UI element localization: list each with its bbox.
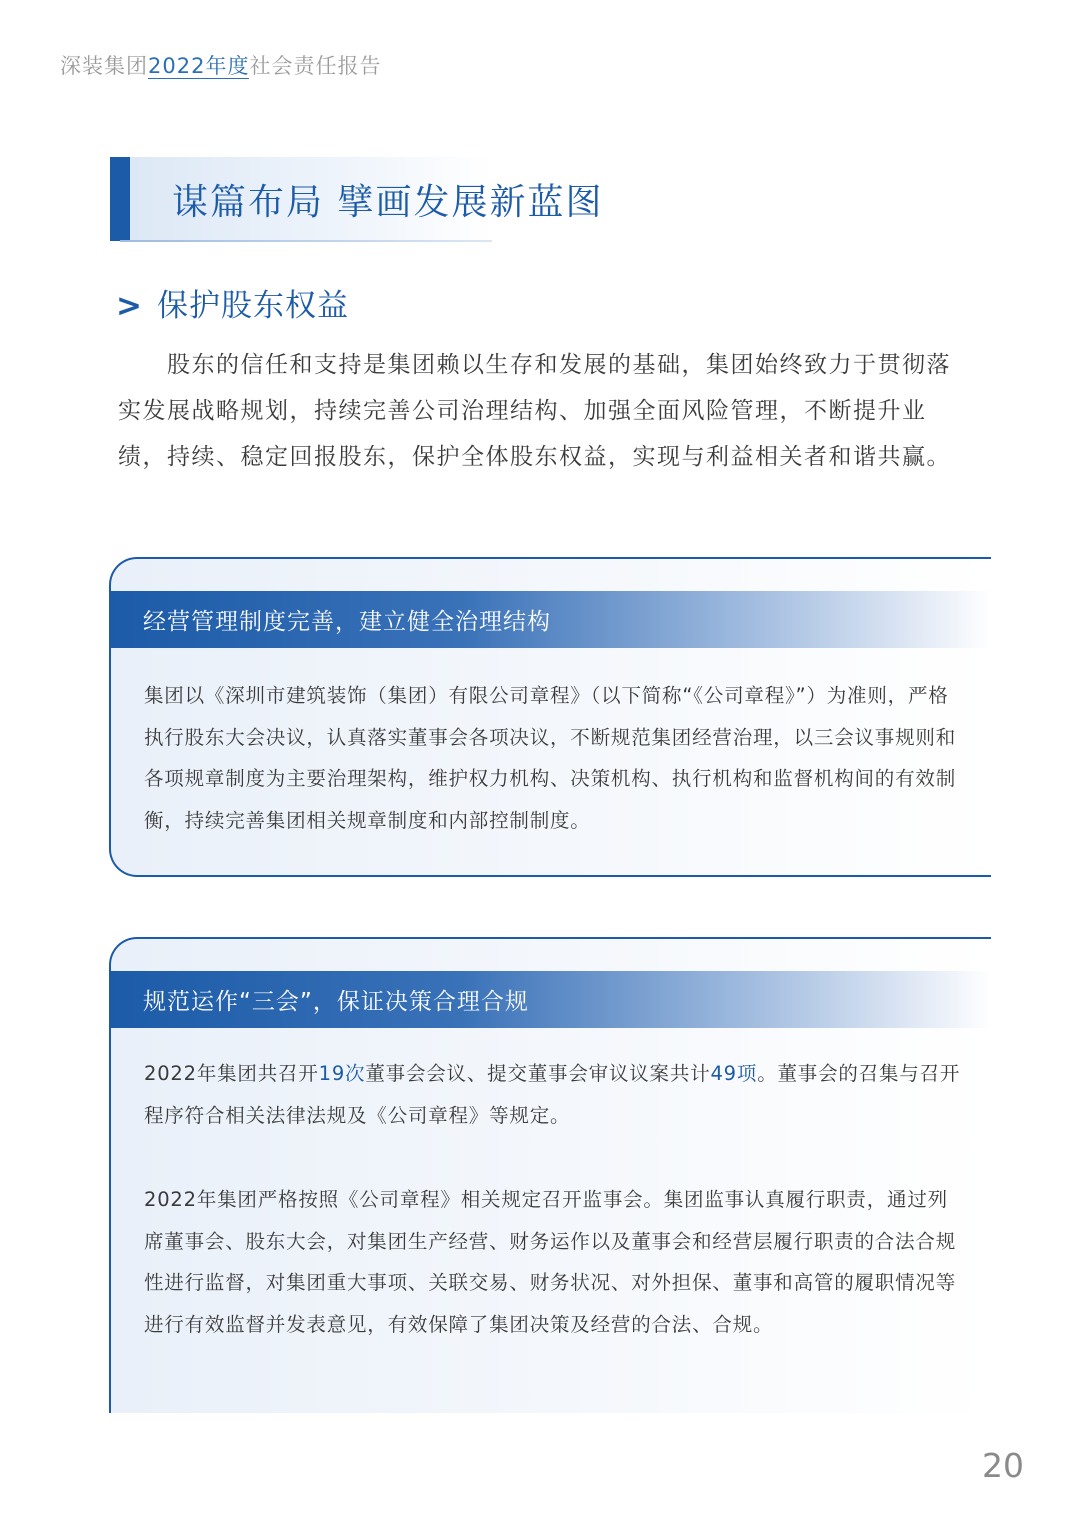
intro-paragraph: 股东的信任和支持是集团赖以生存和发展的基础，集团始终致力于贯彻落实发展战略规划，持续完善公司治理结构、加强全面风险管理，不断提升业绩，持续、稳定回报股东，保护全体股东权益，实现与利益相关者和谐共赢。 xyxy=(118,352,951,470)
section-heading-text: 保护股东权益 xyxy=(156,288,349,324)
card-body: 集团以《深圳市建筑装饰（集团）有限公司章程》（以下简称“《公司章程》”）为准则，严格执行股东大会决议，认真落实董事会各项决议，不断规范集团经营治理，以三会议事规则和各项规章制度为主要治理架构，维护权力机构、决策机构、执行机构和监督机构间的有效制衡，持续完善集团相关规章制度和内部控制制度。 xyxy=(144,684,957,832)
governance-card xyxy=(109,557,991,877)
title-underline xyxy=(120,240,492,242)
header-suffix: 社会责任报告 xyxy=(249,54,382,78)
card-title: 规范运作“三会”，保证决策合理合规 xyxy=(143,989,529,1015)
board-meetings-paragraph xyxy=(144,1053,967,1136)
chapter-title: 谋篇布局 擘画发展新蓝图 xyxy=(172,182,604,223)
three-meetings-card xyxy=(109,937,991,1413)
card-title-band xyxy=(111,971,991,1028)
proposal-count: 49项 xyxy=(710,1062,758,1085)
card-title-band xyxy=(111,591,991,648)
text-span: 董事会会议、提交董事会审议议案共计 xyxy=(365,1062,711,1085)
supervisory-board-paragraph: 2022年集团严格按照《公司章程》相关规定召开监事会。集团监事认真履行职责，通过列席董事会、股东大会，对集团生产经营、财务运作以及董事会和经营层履行职责的合法合规性进行监督，对集团重大事项、关联交易、财务状况、对外担保、董事和高管的履职情况等进行有效监督并发表意见，有效保障了集团决策及经营的合法、合规。 xyxy=(144,1188,957,1336)
title-accent-bar xyxy=(110,157,130,241)
header-year: 2022年度 xyxy=(148,54,250,78)
card-title: 经营管理制度完善，建立健全治理结构 xyxy=(143,609,551,635)
chevron-right-icon: > xyxy=(116,288,143,324)
text-span: 2022年集团共召开 xyxy=(144,1062,319,1085)
text-span: 。董事会的召集与召开程序符合相关法律法规及《公司章程》等规定。 xyxy=(144,1062,961,1127)
meeting-count: 19次 xyxy=(318,1062,366,1085)
page-number: 20 xyxy=(982,1446,1024,1485)
running-header xyxy=(60,50,381,80)
header-prefix: 深装集团 xyxy=(60,54,148,78)
section-heading xyxy=(116,280,349,325)
